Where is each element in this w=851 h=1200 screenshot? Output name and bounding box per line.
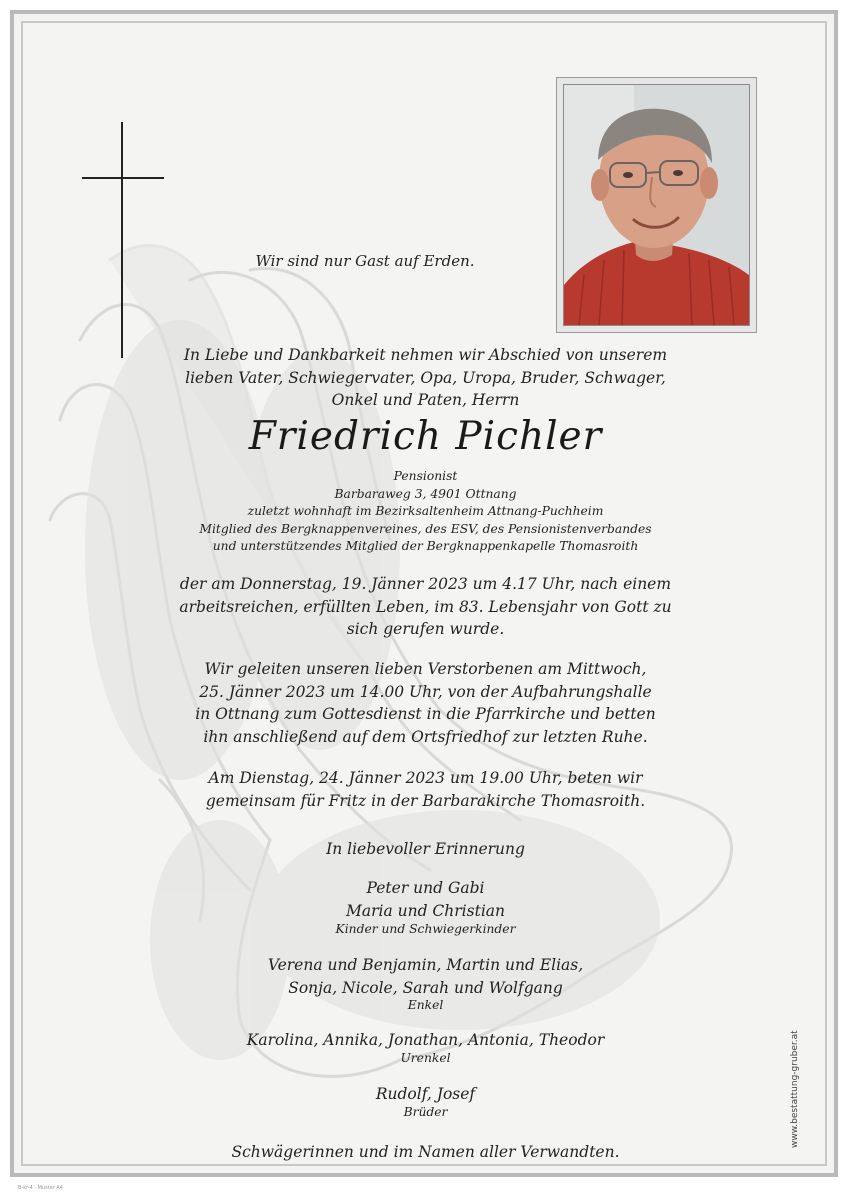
family-names: Karolina, Annika, Jonathan, Antonia, Theodor <box>246 1031 605 1049</box>
cross-icon <box>82 122 164 358</box>
family-group-grandchildren <box>0 954 851 999</box>
details-line: zuletzt wohnhaft im Bezirksaltenheim Attnang-Puchheim <box>247 504 604 518</box>
family-names: Sonja, Nicole, Sarah und Wolfgang <box>288 978 563 997</box>
death-notice-line: sich gerufen wurde. <box>346 620 505 638</box>
family-names: Peter und Gabi <box>366 879 485 897</box>
death-notice-line: arbeitsreichen, erfüllten Leben, im 83. Lebensjahr von Gott zu <box>179 597 672 616</box>
intro-text <box>0 344 851 412</box>
details-line: und unterstützendes Mitglied der Bergknappenkapelle Thomasroith <box>212 539 639 553</box>
family-names: Maria und Christian <box>345 901 506 920</box>
family-relation: Enkel <box>407 998 444 1012</box>
family-names: Rudolf, Josef <box>375 1085 476 1103</box>
closing-text: Schwägerinnen und im Namen aller Verwandten. <box>231 1143 620 1161</box>
funeral-info <box>0 658 851 748</box>
funeral-line: Wir geleiten unseren lieben Verstorbenen am Mittwoch, <box>204 660 647 678</box>
funeral-line: in Ottnang zum Gottesdienst in die Pfarrkirche und betten <box>195 705 656 723</box>
details-line: Mitglied des Bergknappenvereines, des ESV, des Pensionistenverbandes <box>199 521 652 536</box>
portrait-frame <box>556 77 757 333</box>
family-relation: Brüder <box>403 1105 448 1119</box>
family-group-children <box>0 877 851 922</box>
details-line: Pensionist <box>393 469 458 483</box>
death-notice <box>0 573 851 641</box>
funeral-line: 25. Jänner 2023 um 14.00 Uhr, von der Aufbahrungshalle <box>199 682 652 701</box>
intro-line: Onkel und Paten, Herrn <box>331 391 520 409</box>
funeral-home-website: www.bestattung-gruber.at <box>790 1030 800 1148</box>
deceased-name: Friedrich Pichler <box>248 414 603 459</box>
intro-line: In Liebe und Dankbarkeit nehmen wir Abschied von unserem <box>183 346 668 364</box>
family-names: Verena und Benjamin, Martin und Elias, <box>267 956 584 974</box>
family-group-brothers <box>0 1083 851 1106</box>
motto: Wir sind nur Gast auf Erden. <box>255 252 475 270</box>
family-relation: Kinder und Schwiegerkinder <box>335 922 516 936</box>
footer-code: B-kr-4 · Muster A4 <box>18 1185 63 1191</box>
memory-heading: In liebevoller Erinnerung <box>326 840 525 858</box>
family-group-great-grandchildren <box>0 1029 851 1052</box>
details-line: Barbaraweg 3, 4901 Ottnang <box>334 486 517 501</box>
intro-line: lieben Vater, Schwiegervater, Opa, Uropa, Bruder, Schwager, <box>185 368 666 387</box>
portrait-photo <box>563 84 750 326</box>
family-relation: Urenkel <box>400 1051 451 1065</box>
deceased-details <box>0 468 851 556</box>
prayer-line: Am Dienstag, 24. Jänner 2023 um 19.00 Uhr, beten wir <box>208 769 643 787</box>
death-notice-line: der am Donnerstag, 19. Jänner 2023 um 4.17 Uhr, nach einem <box>179 575 672 593</box>
prayer-info <box>0 767 851 812</box>
funeral-line: ihn anschließend auf dem Ortsfriedhof zur letzten Ruhe. <box>203 727 648 746</box>
prayer-line: gemeinsam für Fritz in der Barbarakirche Thomasroith. <box>205 791 646 810</box>
